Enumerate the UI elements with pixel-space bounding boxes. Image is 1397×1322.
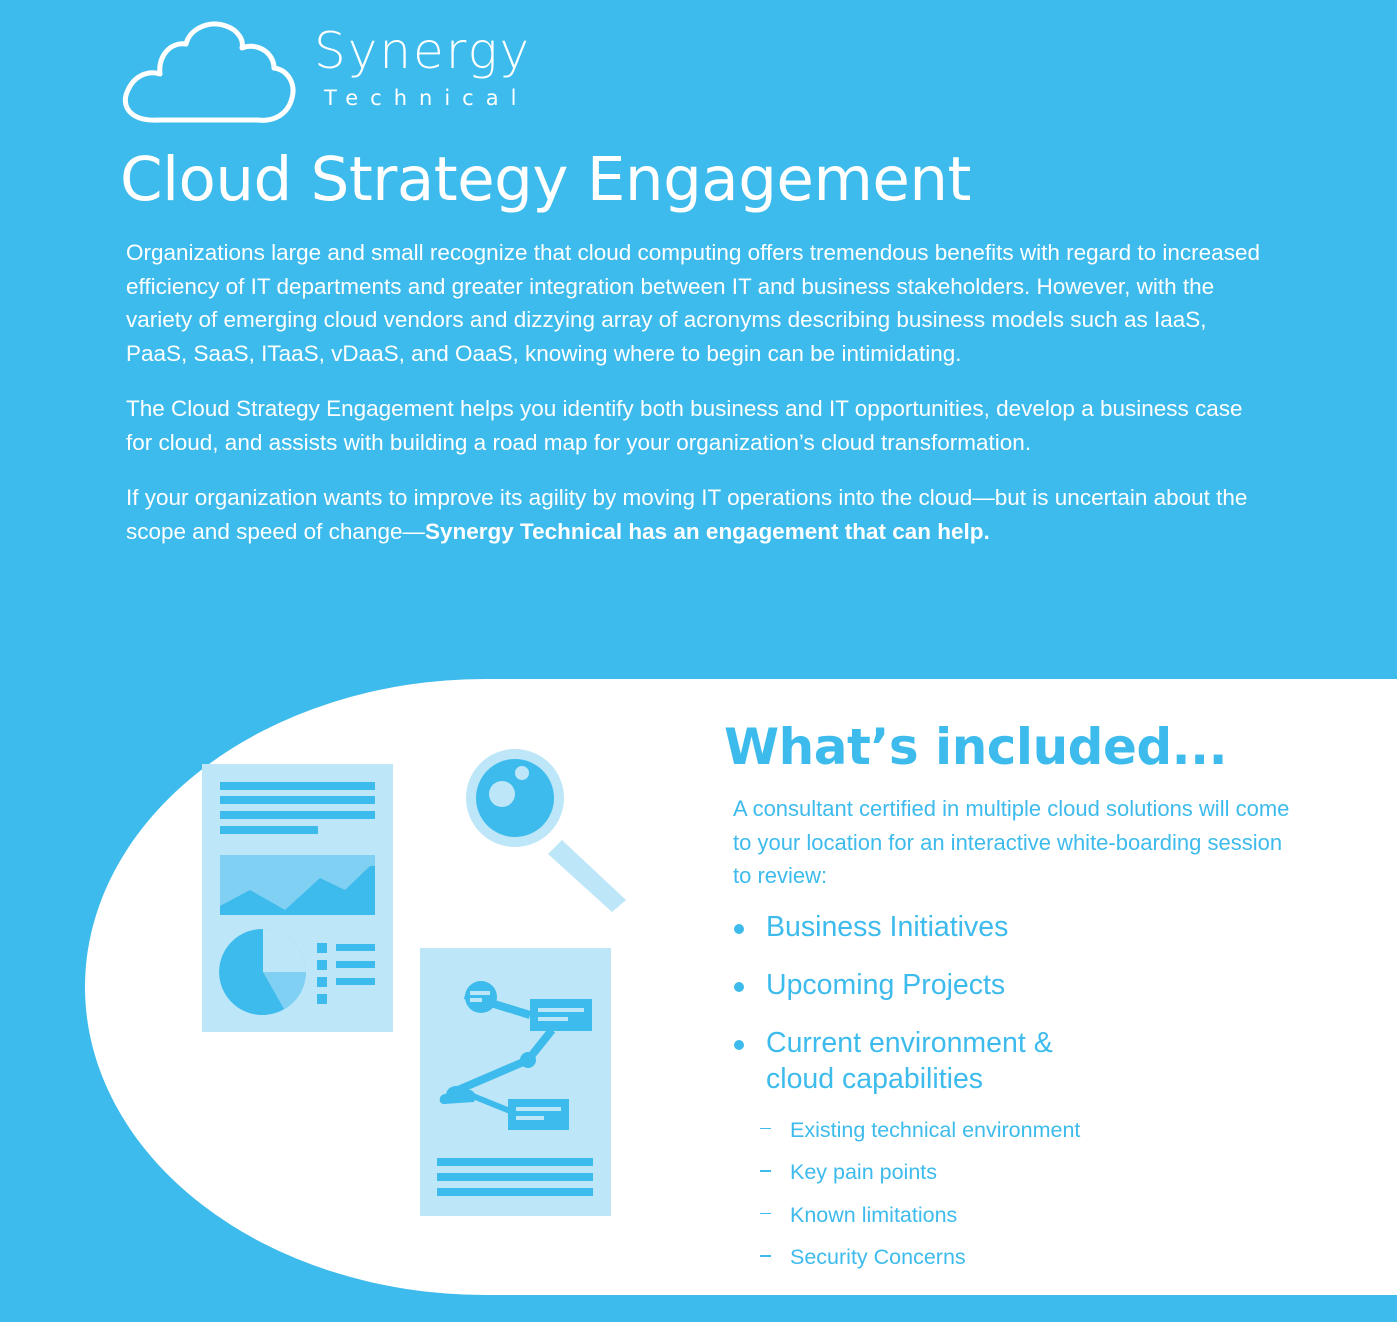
sub-item-list bbox=[724, 1117, 1364, 1271]
dash-icon bbox=[760, 1128, 771, 1130]
sub-item-text: Security Concerns bbox=[790, 1245, 966, 1269]
bullet-item bbox=[724, 967, 1364, 1003]
company-logo bbox=[118, 18, 548, 130]
sub-item-text: Existing technical environment bbox=[790, 1117, 1081, 1142]
intro-section bbox=[126, 236, 1266, 570]
included-bullet-list bbox=[724, 909, 1364, 1097]
included-title: What’s included... bbox=[724, 718, 1228, 776]
bullet-item bbox=[724, 909, 1364, 945]
magnifier-icon bbox=[466, 749, 626, 912]
intro-paragraph-1: Organizations large and small recognize that cloud computing offers tremendous benefits with regard to increased efficiency of IT departments and greater integration between IT and business stakeholders. However, with the variety of emerging cloud vendors and dizzying array of acronyms describing business models such as IaaS, PaaS, SaaS, ITaaS, vDaaS, and OaaS, knowing where to begin can be intimidating. bbox=[126, 240, 1260, 366]
logo-name: Synergy bbox=[314, 22, 532, 80]
dash-icon bbox=[760, 1213, 771, 1215]
illustration bbox=[190, 740, 640, 1230]
sub-item-text: Known limitations bbox=[790, 1202, 958, 1227]
bullet-text: Current environment & cloud capabilities bbox=[766, 1026, 1053, 1095]
dash-icon bbox=[760, 1170, 771, 1172]
report-document-icon bbox=[202, 764, 393, 1032]
bullet-text: Business Initiatives bbox=[766, 910, 1009, 943]
bullet-dot-icon bbox=[734, 982, 744, 992]
intro-paragraph-3-emphasis: Synergy Technical has an engagement that can help. bbox=[424, 518, 990, 544]
intro-paragraph-3 bbox=[126, 481, 1266, 548]
intro-paragraph-3-text: If your organization wants to improve its agility by moving IT operations into the cloud—but is uncertain about the scope and speed of change— bbox=[126, 485, 1248, 544]
page-title: Cloud Strategy Engagement bbox=[120, 144, 971, 215]
sub-item-text: Key pain points bbox=[790, 1160, 938, 1184]
intro-paragraph-2: The Cloud Strategy Engagement helps you identify both business and IT opportunities, develop a business case for cloud, and assists with building a road map for your organization’s cloud transformation. bbox=[126, 396, 1243, 455]
bullet-item bbox=[724, 1025, 1364, 1097]
sub-item bbox=[724, 1244, 1364, 1270]
included-description: A consultant certified in multiple cloud solutions will come to your location for an interactive white-boarding session to review: bbox=[733, 796, 1290, 888]
sub-item bbox=[724, 1117, 1364, 1143]
dash-icon bbox=[760, 1255, 771, 1257]
sub-item bbox=[724, 1202, 1364, 1228]
sub-item bbox=[724, 1159, 1364, 1185]
bullet-dot-icon bbox=[734, 924, 744, 934]
included-section bbox=[724, 716, 1364, 1287]
bullet-text: Upcoming Projects bbox=[766, 968, 1006, 1001]
cloud-logo-icon bbox=[118, 18, 298, 128]
roadmap-document-icon bbox=[420, 948, 611, 1216]
bullet-dot-icon bbox=[734, 1040, 744, 1050]
logo-subtitle: Technical bbox=[324, 86, 529, 110]
